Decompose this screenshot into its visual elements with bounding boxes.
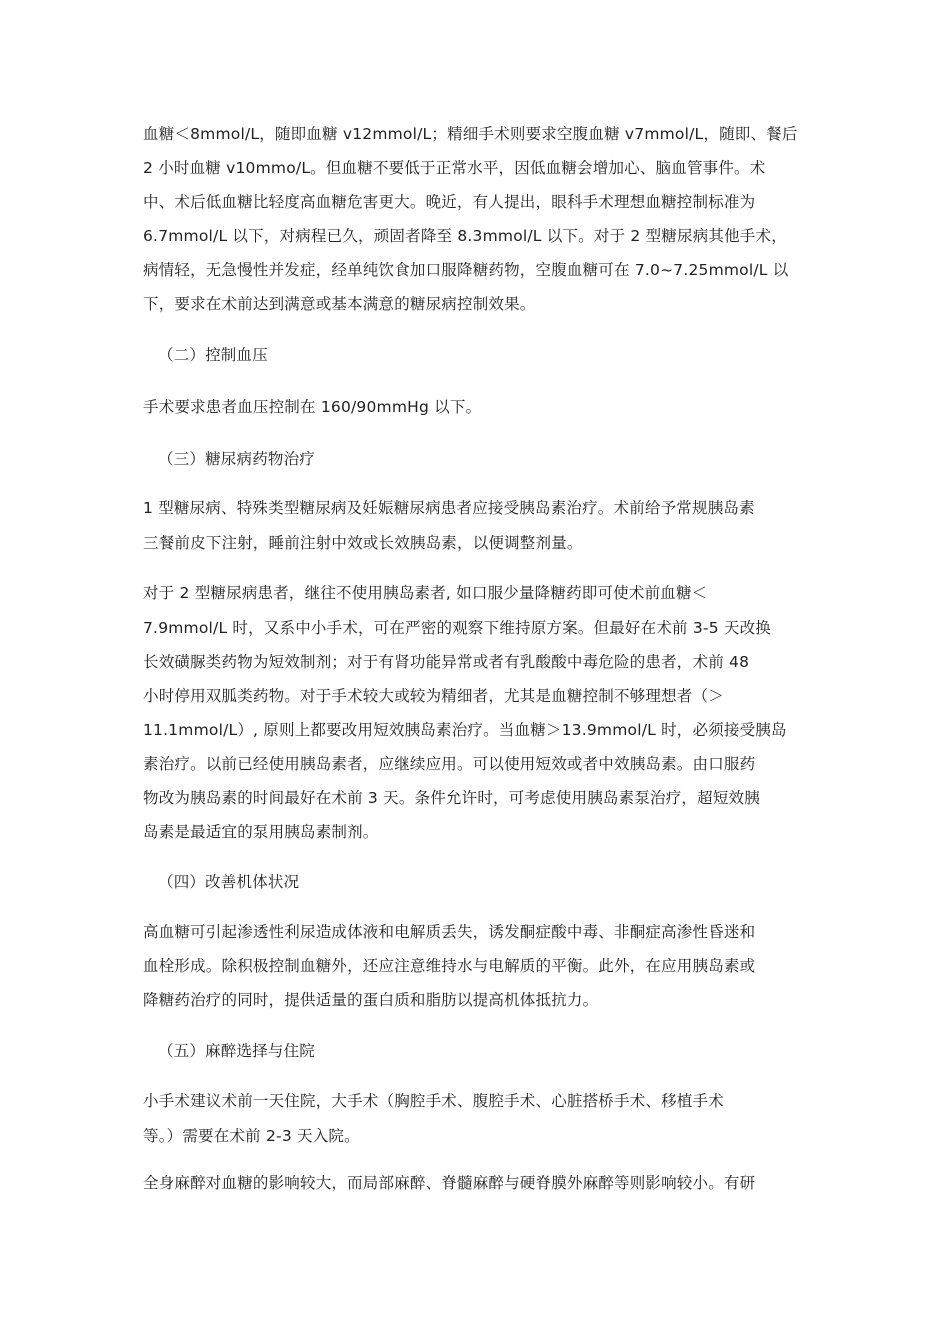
text-line: 手术要求患者血压控制在 160/90mmHg 以下。 [143,398,482,416]
text-line: 7.9mmol/L 时，又系中小手术，可在严密的观察下维持原方案。但最好在术前 3-5 天改换 [143,619,771,637]
section-heading-body-condition: （四）改善机体状况 [158,873,300,891]
section-heading-anesthesia: （五）麻醉选择与住院 [158,1042,316,1060]
text-line: 下，要求在术前达到满意或基本满意的糖尿病控制效果。 [143,295,536,313]
text-line: 病情轻，无急慢性并发症，经单纯饮食加口服降糖药物，空腹血糖可在 7.0~7.25mmol/L 以 [143,261,789,279]
text-line: 1 型糖尿病、特殊类型糖尿病及妊娠糖尿病患者应接受胰岛素治疗。术前给予常规胰岛素 [143,499,755,517]
text-line: 11.1mmol/L）, 原则上都要改用短效胰岛素治疗。当血糖＞13.9mmol/L 时，必须接受胰岛 [143,721,787,739]
text-line: 血栓形成。除积极控制血糖外，还应注意维持水与电解质的平衡。此外，在应用胰岛素或 [143,957,756,975]
text-line: 中、术后低血糖比轻度高血糖危害更大。晚近，有人提出，眼科手术理想血糖控制标准为 [143,193,756,211]
text-line: 血糖＜8mmol/L，随即血糖 v12mmol/L；精细手术则要求空腹血糖 v7mmol/L，随即、餐后 [143,125,798,143]
text-line: 对于 2 型糖尿病患者，继往不使用胰岛素者, 如口服少量降糖药即可使术前血糖＜ [143,584,708,602]
text-line: 小手术建议术前一天住院，大手术（胸腔手术、腹腔手术、心脏搭桥手术、移植手术 [143,1092,724,1110]
text-line: 6.7mmol/L 以下，对病程已久，顽固者降至 8.3mmol/L 以下。对于 2 型糖尿病其他手术， [143,227,787,245]
text-line: 三餐前皮下注射，睡前注射中效或长效胰岛素，以便调整剂量。 [143,534,583,552]
text-line: 高血糖可引起渗透性利尿造成体液和电解质丢失，诱发酮症酸中毒、非酮症高渗性昏迷和 [143,923,756,941]
section-heading-blood-pressure: （二）控制血压 [158,346,268,364]
text-line: 素治疗。以前已经使用胰岛素者，应继续应用。可以使用短效或者中效胰岛素。由口服药 [143,755,756,773]
section-heading-drug-therapy: （三）糖尿病药物治疗 [158,450,316,468]
text-line: 2 小时血糖 v10mmo/L。但血糖不要低于正常水平，因低血糖会增加心、脑血管事件。术 [143,159,766,177]
text-line: 小时停用双胍类药物。对于手术较大或较为精细者，尤其是血糖控制不够理想者（＞ [143,687,724,705]
text-line: 物改为胰岛素的时间最好在术前 3 天。条件允许时，可考虑使用胰岛素泵治疗，超短效胰 [143,789,760,807]
text-line: 长效磺脲类药物为短效制剂；对于有肾功能异常或者有乳酸酸中毒危险的患者，术前 48 [143,653,750,671]
text-line: 全身麻醉对血糖的影响较大，而局部麻醉、脊髓麻醉与硬脊膜外麻醉等则影响较小。有研 [143,1174,756,1192]
text-line: 等。）需要在术前 2-3 天入院。 [143,1127,360,1145]
text-line: 岛素是最适宜的泵用胰岛素制剂。 [143,823,379,841]
text-line: 降糖药治疗的同时，提供适量的蛋白质和脂肪以提高机体抵抗力。 [143,991,599,1009]
